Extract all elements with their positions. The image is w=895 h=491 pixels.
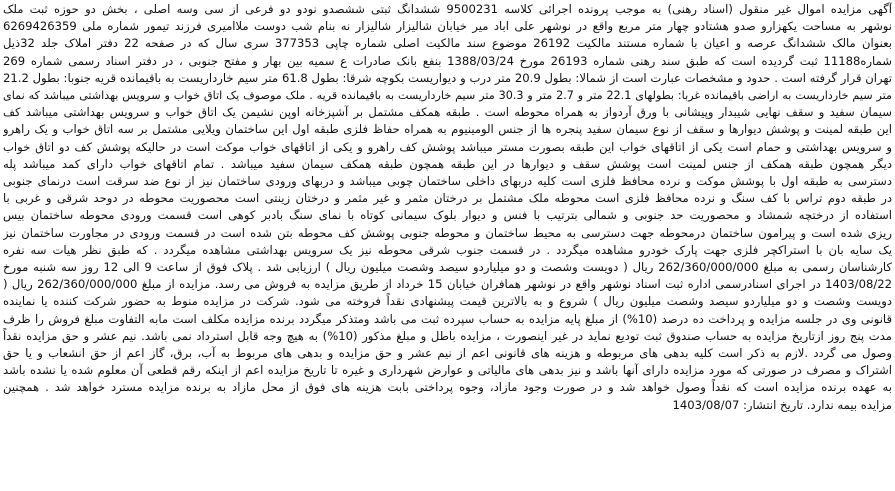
notice-line: متر سیم خارداریست به اراضی باقیمانده غربا: بطولهای 22.1 متر و 2.7 متر و 30.3 متر سیم خارداریست به باقیمانده قریه . ملک موصوف یک اتاق خواب و سرویس بهداشتی میباشد که نمای	[3, 89, 892, 103]
notice-line: بعنوان مالک ششدانگ عرصه و اعیان با شماره مستند مالکیت 26192 موضوع سند مالکیت اصلی شماره چاپی 377353 سری سال که در صفحه 22 دفتر املاک جلد 32ذیل	[3, 36, 892, 51]
notice-line: نوشهر به مساحت یکهزارو صدو هشتادو چهار متر مربع واقع در نوشهر علی اباد میر خیابان شالیزار شالیزار نه بنام شب دوست ملاامیری فرزند تیمور شماره ملی 6269426359	[3, 19, 892, 34]
auction-notice-text	[3, 1, 892, 414]
notice-line: دسترسی به طبقه اول با پوشش موکت و نرده محافظ فلزی است کلیه دربهای داخلی ساختمان چوبی میباشد و دربهای ورودی ساختمان نیز از نوع ضد سرقت است درنمای جنوبی	[3, 174, 892, 189]
notice-line: اشتراک و مصرف در صورتی که مورد مزایده دارای آنها باشد و نیز بدهی های مالیاتی و عوارض شهرداری و غیره تا تاریخ مزایده اعم از اینکه رقم قطعی آن معلوم شده یا نشده باشد	[3, 363, 892, 378]
notice-line: به عهده برنده مزایده است که نقداً وصول خواهد شد و در صورت وجود مازاد، وجوه پرداختی بابت هزینه های فوق از محل مازاد به برنده مزایده مسترد خواهد شد . همچنین	[3, 380, 892, 395]
notice-line: دویست وشصت و دو میلیاردو سیصد وشصت میلیون ریال ) شروع و به بالاترین قیمت پیشنهادی نقداً فروخته می شود. شرکت در مزایده منوط به حضور شرکت کننده یا نماینده	[3, 294, 892, 309]
notice-line: مدت پنج روز ازتاریخ مزایده به حساب صندوق ثبت تودیع نماید در غیر اینصورت ، مزایده باطل و مبلغ مذکور (10%) به هیچ وجه قابل استرداد نمی باشد. نیم عشر و حق مزایده نقداً	[3, 328, 892, 343]
notice-line: ریزی شده است و پیرامون ساختمان درمحوطه جهت دسترسی به محیط ساختمان و محوطه جنوبی پوشش کف محوطه بتن شده است در قسمت ورودی در مجاورت ساختمان نیز	[3, 225, 892, 240]
notice-line: استفاده از درختچه شمشاد و محصوریت حد جنوبی و شمالی بترتیب با فنس و دیوار بلوک سیمانی کوتاه با نمای سنگ بادبر کوهی است قسمت ورودی محوطه ساختمان بیس	[3, 208, 892, 223]
notice-line-publication-date: مزایده بیمه ندارد. تاریخ انتشار: 1403/08/07	[672, 397, 892, 412]
notice-line: این طبقه لمینت و پوشش دیوارها و سقف از نوع سیمان سفید پنجره ها از جنس الومینیوم به همراه حفاظ فلزی طبقه اول این ساختمان ویلایی مشتمل بر سه اتاق خواب و یک راهرو	[3, 122, 892, 137]
notice-line: سیمان سفید و سقف نهایی شیبدار وپیشانی با ورق آردواز به همراه محوطه است . طبقه همکف مشتمل بر آشپزخانه اوپن نشیمن یک اتاق خواب و سرویس بهداشتی میباشد کف	[3, 105, 892, 120]
notice-line: قانونی وی در جلسه مزایده و پرداخت ده درصد (10%) از مبلغ پایه مزایده به حساب سپرده ثبت می باشد ومتذکر میگردد برنده مزایده مکلف است مابه التفاوت مبلغ فروش را ظرف	[3, 311, 892, 326]
notice-line: 1403/08/22 در اجرای اسنادرسمی اداره ثبت اسناد نوشهر واقع در نوشهر همافران خیابان 15 خرداد از طریق مزایده به فروش می رسد. مزایده از مبلغ 262/360/000/000 ریال (	[3, 277, 892, 292]
notice-line: آگهی مزایده اموال غیر منقول (اسناد رهنی) به موجب پرونده اجرائی کلاسه 9500231 ششدانگ ثبتی ششصدو نودو دو فرعی از سی وسه اصلی ، بخش دو حوزه ثبت ملک	[3, 2, 892, 16]
notice-line: و سرویس بهداشتی و حمام است یکی از اتاقهای خواب این طبقه بصورت مستر میباشد پوشش کف راهرو و یکی از اتاقهای خواب موکت است در حالیکه پوشش کف دو اتاق خواب	[3, 139, 892, 154]
notice-line: وصول می گردد .لازم به ذکر است کلیه بدهی های مربوطه و هزینه های قانونی اعم از نیم عشر و حق مزایده و بدهی های مربوط به آب، برق، گاز اعم از حق انشعاب و یا حق	[3, 346, 892, 361]
notice-line: کارشناسان رسمی به مبلغ 262/360/000/000 ریال ( دویست وشصت و دو میلیاردو سیصد وشصت میلیون ریال ) ارزیابی شد . پلاک فوق از ساعت 9 الی 12 روز سه شنبه مورخ	[3, 260, 892, 275]
notice-line: شماره11188 ثبت گردیده است که طبق سند رهنی شماره 26193 مورخ 1388/03/24 بنفع بانک صادرات ع سمیه بین بهار و مفتح جنوبی ، در دفتر اسناد رسمی شماره 269	[3, 53, 892, 68]
notice-line: در طبقه دوم تراس با کف سنگ و نرده محافظ فلزی است محوطه ملک مشتمل بر درختان مثمر و غیر مثمر و درختان زینتی است محصوریت محوطه در دوحد شرقی و غربی با	[3, 191, 892, 206]
notice-line: تهران قرار گرفته است . حدود و مشخصات عبارت است از شمالا: بطول 20.9 متر درب و دیواریست بکوچه شرقا: بطول 61.8 متر سیم خارداریست به باقیمانده قریه جنوبا: بطول 21.2	[3, 70, 892, 85]
notice-line: یک سایه بان با استراکچر فلزی جهت پارک خودرو مشاهده میگردد . در قسمت جنوب شرقی محوطه نیز یک سرویس بهداشتی مشاهده میگردد . که طبق نظر هیات سه نفره	[3, 242, 892, 257]
notice-line: دیگر همچون طبقه همکف از جنس لمینت است پوشش سقف و دیوارها در این طبقه همچون طبقه همکف سیمان سفید میباشد . تمام اتاقهای خواب دارای کمد میباشد پله	[3, 156, 892, 171]
